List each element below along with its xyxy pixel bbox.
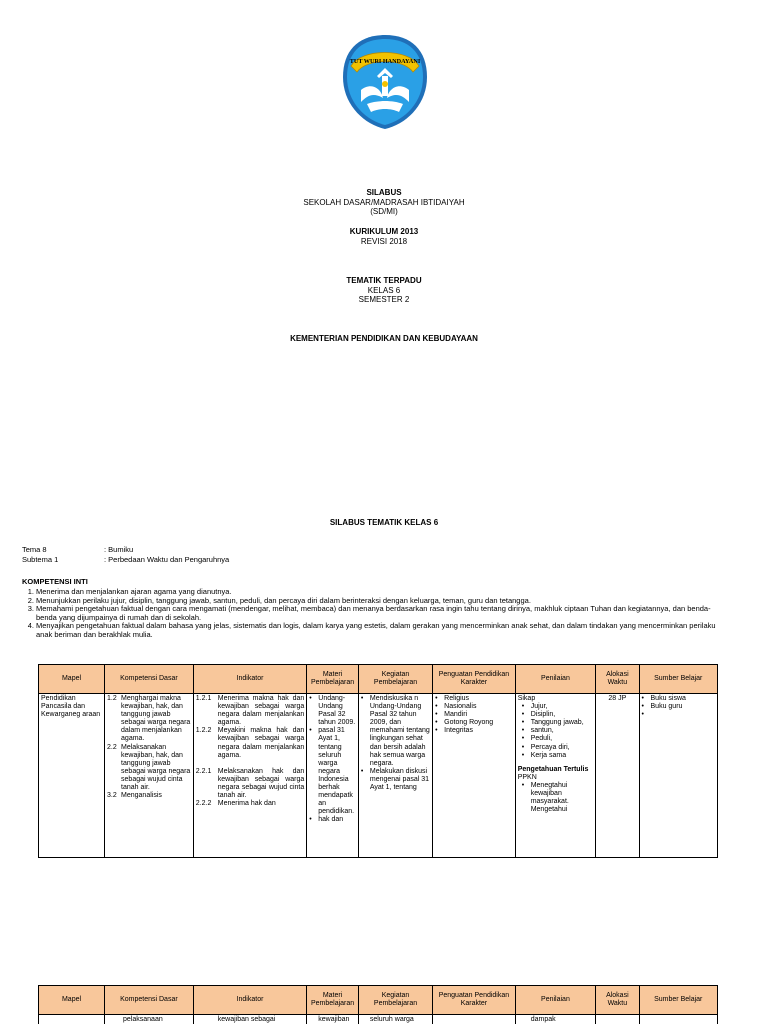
header-penilaian: Penilaian: [515, 665, 595, 694]
bullet-icon: •: [309, 727, 312, 735]
syllabus-table-continued: [38, 985, 718, 1024]
cell-mapel: Pendidikan Pancasila dan Kewarganeg araan: [39, 694, 105, 858]
bullet-icon: •: [641, 695, 644, 702]
list-item: 4. Menyajikan pengetahuan faktual dalam bahasa yang jelas, sistematis dan logis, dalam karya yang estetis, dalam gerakan yang mencerminkan anak sehat, dan dalam tindakan yang mencerminkan perilaku anak beriman dan berakhlak mulia.: [27, 621, 716, 639]
header-kompetensi-dasar: Kompetensi Dasar: [105, 665, 194, 694]
cell-materi-fragment: kewajiban: [307, 1015, 359, 1024]
header-kompetensi-dasar: Kompetensi Dasar: [105, 986, 194, 1015]
cell-karakter: • Religius • Nasionalis • Mandiri • Gotong Royong • Integritas: [433, 694, 516, 858]
bullet-icon: •: [435, 727, 438, 735]
list-item: 2. Menunjukkan perilaku jujur, disiplin, tanggung jawab, santun, peduli, dan percaya diri dalam berinteraksi dengan keluarga, teman, guru dan tetangga.: [27, 595, 531, 605]
grade-label: KELAS 6: [367, 285, 401, 295]
subtema-row: [22, 555, 229, 565]
bullet-icon: •: [521, 727, 525, 735]
bullet-icon: •: [360, 695, 364, 702]
bullet-icon: •: [641, 711, 644, 719]
svg-text:TUT WURI HANDAYANI: TUT WURI HANDAYANI: [349, 58, 421, 65]
bullet-icon: •: [435, 711, 438, 719]
cell-kegiatan-fragment: seluruh warga: [358, 1015, 432, 1024]
table-header-row: [39, 665, 718, 694]
bullet-icon: •: [309, 816, 312, 824]
header-alokasi: Alokasi Waktu: [596, 986, 639, 1015]
kompetensi-inti-list: [22, 588, 722, 640]
bullet-icon: •: [435, 719, 438, 727]
header-mapel: Mapel: [39, 665, 105, 694]
bullet-icon: •: [521, 751, 525, 759]
header-sumber: Sumber Belajar: [639, 665, 717, 694]
bullet-icon: •: [521, 703, 525, 711]
cell-kd-fragment: pelaksanaan: [105, 1015, 194, 1024]
list-item: 1. Menerima dan menjalankan ajaran agama yang dianutnya.: [27, 587, 232, 596]
tema-row: [22, 545, 133, 555]
cell-materi: • Undang-Undang Pasal 32 tahun 2009. • pasal 31 Ayat 1, tentang seluruh warga negara Indonesia berhak mendapatk an pendidikan. • hak dan: [307, 694, 359, 858]
theme-type-heading: TEMATIK TERPADU: [346, 276, 422, 285]
cell-indikator-fragment: kewajiban sebagai: [193, 1015, 307, 1024]
kompetensi-inti-heading: KOMPETENSI INTI: [22, 577, 88, 586]
bullet-icon: •: [521, 711, 525, 719]
bullet-icon: •: [309, 695, 312, 702]
curriculum-heading: KURIKULUM 2013: [349, 227, 419, 236]
bullet-icon: •: [435, 695, 438, 702]
syllabus-table: [38, 664, 718, 858]
tema-value: : Bumiku: [104, 545, 134, 554]
tut-wuri-handayani-logo: [337, 32, 433, 132]
semester-label: SEMESTER 2: [358, 295, 410, 305]
revision-label: REVISI 2018: [360, 236, 408, 246]
header-karakter: Penguatan Pendidikan Karakter: [433, 986, 516, 1015]
bullet-icon: •: [521, 781, 525, 789]
header-materi: Materi Pembelajaran: [307, 986, 359, 1015]
header-alokasi: Alokasi Waktu: [596, 665, 639, 694]
cell-kegiatan: • Mendiskusika n Undang-Undang Pasal 32 tahun 2009, dan memahami tentang lingkungan sehat dan bersih adalah hak semua warga negara. • Melakukan diskusi mengenai pasal 31 Ayat 1, tentang: [358, 694, 432, 858]
header-karakter: Penguatan Pendidikan Karakter: [433, 665, 516, 694]
header-kegiatan: Kegiatan Pembelajaran: [358, 986, 432, 1015]
bullet-icon: •: [521, 743, 525, 751]
table-row: [39, 1015, 718, 1024]
cell-sumber: • Buku siswa • Buku guru •: [639, 694, 717, 858]
cell-kompetensi-dasar: 1.2 Menghargai makna kewajiban, hak, dan tanggung jawab sebagai warga negara dalam menjalankan agama. 2.2 Melaksanakan kewajiban, hak, dan tanggung jawab sebagai warga negara sebagai wujud cinta tanah air. 3.2 Menganalisis: [105, 694, 194, 858]
cell-alokasi: 28 JP: [596, 694, 639, 858]
header-mapel: Mapel: [39, 986, 105, 1015]
header-sumber: Sumber Belajar: [639, 986, 717, 1015]
school-name: SEKOLAH DASAR/MADRASAH IBTIDAIYAH: [303, 197, 465, 207]
table-row: [39, 694, 718, 858]
tema-label: Tema 8: [22, 545, 47, 554]
table-header-row: [39, 986, 718, 1015]
subtema-value: : Perbedaan Waktu dan Pengaruhnya: [104, 555, 230, 564]
bullet-icon: •: [435, 703, 438, 711]
bullet-icon: •: [360, 767, 364, 775]
cell-penilaian-fragment: dampak: [515, 1015, 595, 1024]
bullet-icon: •: [521, 735, 525, 743]
cell-indikator: 1.2.1 Menerima makna hak dan kewajiban sebagai warga negara dalam menjalankan agama. 1.2.2 Meyakini makna hak dan kewajiban sebagai warga negara dalam menjalankan agama. 2.2.1 Melaksanakan hak dan kewajiban sebagai warga negara sebagai wujud cinta tanah air. 2.2.2 Menerima hak dan: [193, 694, 307, 858]
subtema-label: Subtema 1: [22, 555, 59, 564]
cell-penilaian: Sikap • Jujur, • Disiplin, • Tanggung jawab, • santun, • Peduli, • Percaya diri, • Kerja sama Pengetahuan Tertulis PPKN • Menegtahui kewajiban masyarakat. Mengetahui: [515, 694, 595, 858]
header-kegiatan: Kegiatan Pembelajaran: [358, 665, 432, 694]
list-item: 3. Memahami pengetahuan faktual dengan cara mengamati (mendengar, melihat, membaca) dan menanya berdasarkan rasa ingin tahu tentang dirinya, makhluk ciptaan Tuhan dan kegiatannya, dan benda-benda yang dijumpainya di rumah dan di sekolah.: [27, 604, 711, 622]
silabus-heading: SILABUS: [366, 188, 402, 197]
header-indikator: Indikator: [193, 665, 307, 694]
bullet-icon: •: [521, 719, 525, 727]
bullet-icon: •: [641, 703, 644, 711]
document-title: SILABUS TEMATIK KELAS 6: [329, 518, 439, 527]
ministry-name: KEMENTERIAN PENDIDIKAN DAN KEBUDAYAAN: [290, 334, 478, 343]
header-indikator: Indikator: [193, 986, 307, 1015]
header-penilaian: Penilaian: [515, 986, 595, 1015]
school-abbreviation: (SD/MI): [370, 207, 398, 217]
header-materi: Materi Pembelajaran: [307, 665, 359, 694]
